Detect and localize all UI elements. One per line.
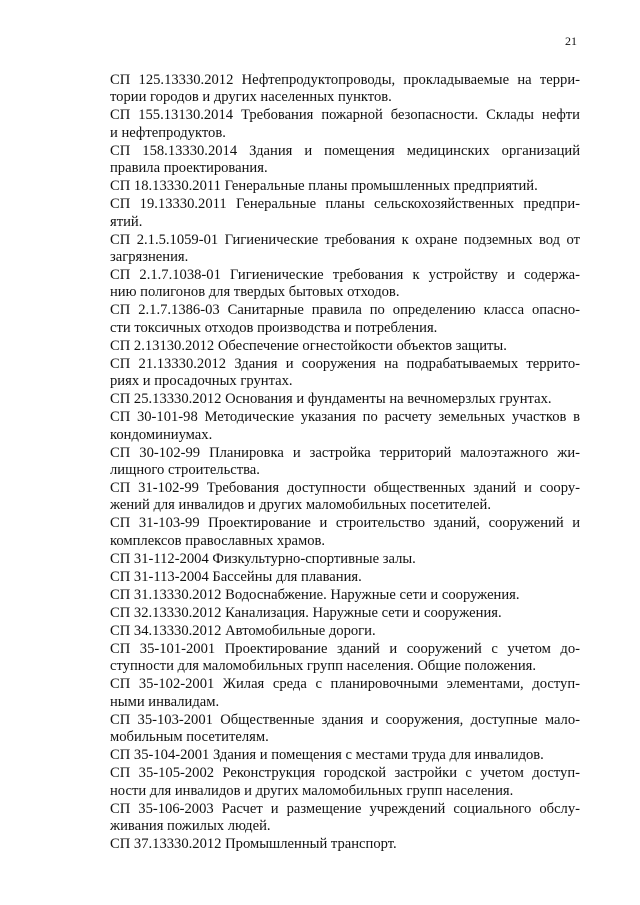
standard-entry xyxy=(90,587,580,604)
entry-line: СП 2.1.5.1059-01 Гигиенические требования к охране подземных вод от xyxy=(110,231,580,248)
entry-line: СП 2.1.7.1386-03 Санитарные правила по определению класса опасно- xyxy=(110,302,580,319)
standard-entry xyxy=(90,72,580,107)
standard-entry xyxy=(90,747,580,764)
standard-entry xyxy=(90,107,580,142)
entry-line: загрязнения. xyxy=(110,249,189,266)
entry-line: ности для инвалидов и других маломобильных групп населения. xyxy=(110,782,514,799)
standard-entry xyxy=(90,267,580,302)
standard-entry xyxy=(90,143,580,178)
entry-line: СП 2.1.7.1038-01 Гигиенические требования к устройству и содержа- xyxy=(110,267,580,284)
standard-entry xyxy=(90,676,580,711)
entry-line: СП 158.13330.2014 Здания и помещения медицинских организаций xyxy=(110,142,580,159)
entry-line: СП 2.13130.2012 Обеспечение огнестойкости объектов защиты. xyxy=(110,337,507,354)
entry-line: лищного строительства. xyxy=(110,462,260,479)
entry-line: ятий. xyxy=(110,213,143,230)
entry-line: СП 31-102-99 Требования доступности общественных зданий и соору- xyxy=(110,480,580,497)
standard-entry xyxy=(90,178,580,195)
entry-line: СП 32.13330.2012 Канализация. Наружные сети и сооружения. xyxy=(110,604,502,621)
entry-line: комплексов православных храмов. xyxy=(110,532,326,549)
entry-line: СП 37.13330.2012 Промышленный транспорт. xyxy=(110,835,397,852)
standard-entry xyxy=(90,445,580,480)
entry-line: риях и просадочных грунтах. xyxy=(110,373,293,390)
entry-line: СП 155.13130.2014 Требования пожарной безопасности. Склады нефти xyxy=(110,107,580,124)
standard-entry xyxy=(90,196,580,231)
page-number: 21 xyxy=(565,34,577,48)
entry-line: СП 31-103-99 Проектирование и строительство зданий, сооружений и xyxy=(110,515,580,532)
standard-entry xyxy=(90,569,580,586)
entry-line: СП 31.13330.2012 Водоснабжение. Наружные сети и сооружения. xyxy=(110,586,520,603)
standard-entry xyxy=(90,302,580,337)
standard-entry xyxy=(90,605,580,622)
entry-line: СП 35-104-2001 Здания и помещения с местами труда для инвалидов. xyxy=(110,747,544,764)
entry-line: СП 125.13330.2012 Нефтепродуктопроводы, прокладываемые на терри- xyxy=(110,72,580,88)
entry-line: правила проектирования. xyxy=(110,160,268,177)
entry-line: СП 34.13330.2012 Автомобильные дороги. xyxy=(110,622,376,639)
entry-line: СП 18.13330.2011 Генеральные планы промышленных предприятий. xyxy=(110,178,538,195)
entry-line: жений для инвалидов и других маломобильных посетителей. xyxy=(110,497,491,514)
entry-line: ными инвалидам. xyxy=(110,693,220,710)
standard-entry xyxy=(90,765,580,800)
entry-line: тории городов и других населенных пунктов. xyxy=(110,89,392,106)
entry-line: СП 31-112-2004 Физкультурно-спортивные залы. xyxy=(110,550,416,567)
entry-line: ступности для маломобильных групп населения. Общие положения. xyxy=(110,658,537,675)
entry-line: СП 35-106-2003 Расчет и размещение учреждений социального обслу- xyxy=(110,800,580,817)
entry-line: и нефтепродуктов. xyxy=(110,124,226,141)
standard-entry xyxy=(90,232,580,267)
standard-entry xyxy=(90,409,580,444)
entry-line: СП 19.13330.2011 Генеральные планы сельскохозяйственных предпри- xyxy=(110,196,580,213)
entry-line: кондоминиумах. xyxy=(110,426,213,443)
standard-entry xyxy=(90,836,580,853)
standards-list xyxy=(90,72,580,854)
entry-line: СП 35-101-2001 Проектирование зданий и сооружений с учетом до- xyxy=(110,640,580,657)
entry-line: СП 35-102-2001 Жилая среда с планировочными элементами, доступ- xyxy=(110,676,580,693)
entry-line: СП 25.13330.2012 Основания и фундаменты на вечномерзлых грунтах. xyxy=(110,391,552,408)
entry-line: СП 35-105-2002 Реконструкция городской застройки с учетом доступ- xyxy=(110,765,580,782)
standard-entry xyxy=(90,641,580,676)
entry-line: СП 35-103-2001 Общественные здания и сооружения, доступные мало- xyxy=(110,711,580,728)
standard-entry xyxy=(90,480,580,515)
standard-entry xyxy=(90,391,580,408)
entry-line: СП 30-102-99 Планировка и застройка территорий малоэтажного жи- xyxy=(110,444,580,461)
entry-line: СП 30-101-98 Методические указания по расчету земельных участков в xyxy=(110,409,580,426)
standard-entry xyxy=(90,515,580,550)
standard-entry xyxy=(90,623,580,640)
standard-entry xyxy=(90,338,580,355)
entry-line: СП 31-113-2004 Бассейны для плавания. xyxy=(110,568,362,585)
standard-entry xyxy=(90,801,580,836)
standard-entry xyxy=(90,712,580,747)
entry-line: нию полигонов для твердых бытовых отходов. xyxy=(110,284,400,301)
entry-line: СП 21.13330.2012 Здания и сооружения на подрабатываемых террито- xyxy=(110,355,580,372)
standard-entry xyxy=(90,551,580,568)
entry-line: мобильным посетителям. xyxy=(110,729,269,746)
standard-entry xyxy=(90,356,580,391)
entry-line: живания пожилых людей. xyxy=(110,817,271,834)
entry-line: сти токсичных отходов производства и потребления. xyxy=(110,319,438,336)
